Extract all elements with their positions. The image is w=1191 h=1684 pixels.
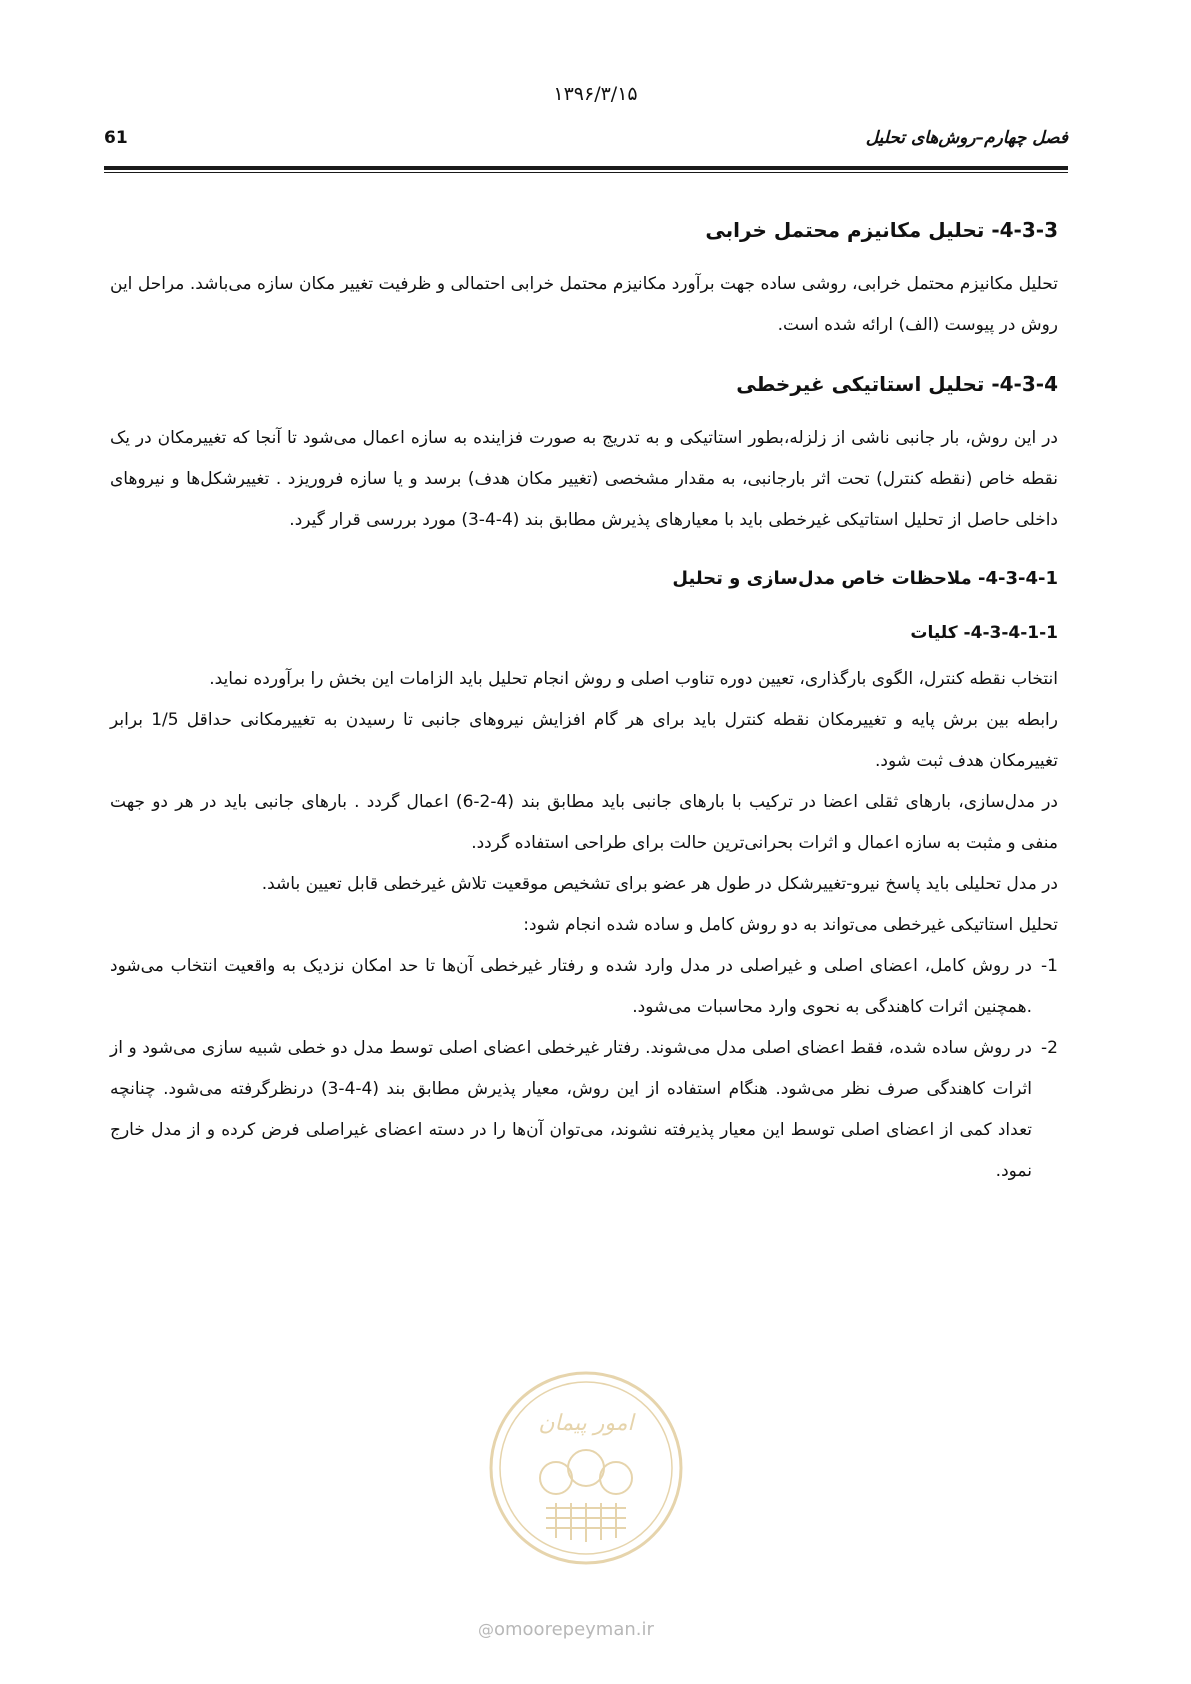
paragraph-methods-intro: تحلیل استاتیکی غیرخطی می‌تواند به دو روش کامل و ساده شده انجام شود: [523,915,1058,935]
seal-watermark-icon [486,1368,686,1568]
section-heading-4-3-3: 4-3-3- تحلیل مکانیزم محتمل خرابی [705,218,1058,242]
section-heading-4-3-4: 4-3-4- تحلیل استاتیکی غیرخطی [736,372,1058,396]
header-rule-thin [104,172,1068,173]
list-item [110,946,1058,1028]
chapter-title: فصل چهارم–روش‌های تحلیل [865,128,1068,148]
paragraph-base-shear: رابطه بین برش پایه و تغییرمکان نقطه کنترل باید برای هر گام افزایش نیروهای جانبی تا رسیدن به تغییرمکانی حداقل 1/5 برابر تغییرمکان هدف ثبت شود. [110,710,1058,771]
main-content [110,210,1058,1192]
at-icon: @ [478,1620,494,1639]
watermark-url: @omoorepeyman.ir [478,1619,654,1640]
paragraph-force-deformation: در مدل تحلیلی باید پاسخ نیرو-تغییرشکل در طول هر عضو برای تشخیص موقعیت تلاش غیرخطی قابل تعیین باشد. [261,874,1058,894]
page-number: 61 [104,128,128,148]
page-header [104,128,1068,160]
subsection-heading-4-3-4-1-1: 4-3-4-1-1- کلیات [910,623,1058,643]
section-body-4-3-3: تحلیل مکانیزم محتمل خرابی، روشی ساده جهت برآورد مکانیزم محتمل خرابی احتمالی و ظرفیت تغییر مکان سازه می‌باشد. مراحل این روش در پیوست (الف) ارائه شده است. [110,274,1058,335]
list-item-text: در روش ساده شده، فقط اعضای اصلی مدل می‌شوند. رفتار غیرخطی اعضای اصلی توسط مدل دو خطی شبیه سازی می‌شود و از اثرات کاهندگی صرف نظر می‌شود. هنگام استفاده از این روش، معیار پذیرش مطابق بند (4-4-3) درنظرگرفته می‌شود. چنانچه تعداد کمی از اعضای اصلی توسط این معیار پذیرفته نشوند، می‌توان آن‌ها را در دسته اعضای غیراصلی فرض کرده و از مدل خارج نمود. [110,1038,1033,1181]
list-item-text: در روش کامل، اعضای اصلی و غیراصلی در مدل وارد شده و رفتار غیرخطی آن‌ها تا حد امکان نزدیک به واقعیت انتخاب می‌شود .همچنین اثرات کاهندگی به نحوی وارد محاسبات می‌شود. [110,956,1032,1017]
document-date: ۱۳۹۶/۳/۱۵ [553,83,638,105]
paragraph-control-point: انتخاب نقطه کنترل، الگوی بارگذاری، تعیین دوره تناوب اصلی و روش انجام تحلیل باید الزامات این بخش را برآورده نماید. [209,669,1058,689]
section-body-4-3-4: در این روش، بار جانبی ناشی از زلزله،بطور استاتیکی و به تدریج به صورت فزاینده به سازه اعمال می‌شود تا آنجا که تغییرمکان در یک نقطه خاص (نقطه کنترل) تحت اثر بارجانبی، به مقدار مشخصی (تغییر مکان هدف) برسد و یا سازه فروریزد . تغییرشکل‌ها و نیروهای داخلی حاصل از تحلیل استاتیکی غیرخطی باید با معیارهای پذیرش مطابق بند (4-4-3) مورد بررسی قرار گیرد. [110,428,1058,530]
list-item [110,1028,1058,1192]
subsection-heading-4-3-4-1: 4-3-4-1- ملاحظات خاص مدل‌سازی و تحلیل [672,568,1058,589]
list-item-number: 1- [1041,956,1058,976]
paragraph-gravity-loads: در مدل‌سازی، بارهای ثقلی اعضا در ترکیب با بارهای جانبی باید مطابق بند (4-2-6) اعمال گردد . بارهای جانبی باید در هر دو جهت منفی و مثبت به سازه اعمال و اثرات بحرانی‌ترین حالت برای طراحی استفاده گردد. [110,792,1058,853]
header-rule-thick [104,166,1068,170]
svg-text:امور پیمان: امور پیمان [538,1411,634,1436]
list-item-number: 2- [1041,1038,1058,1058]
